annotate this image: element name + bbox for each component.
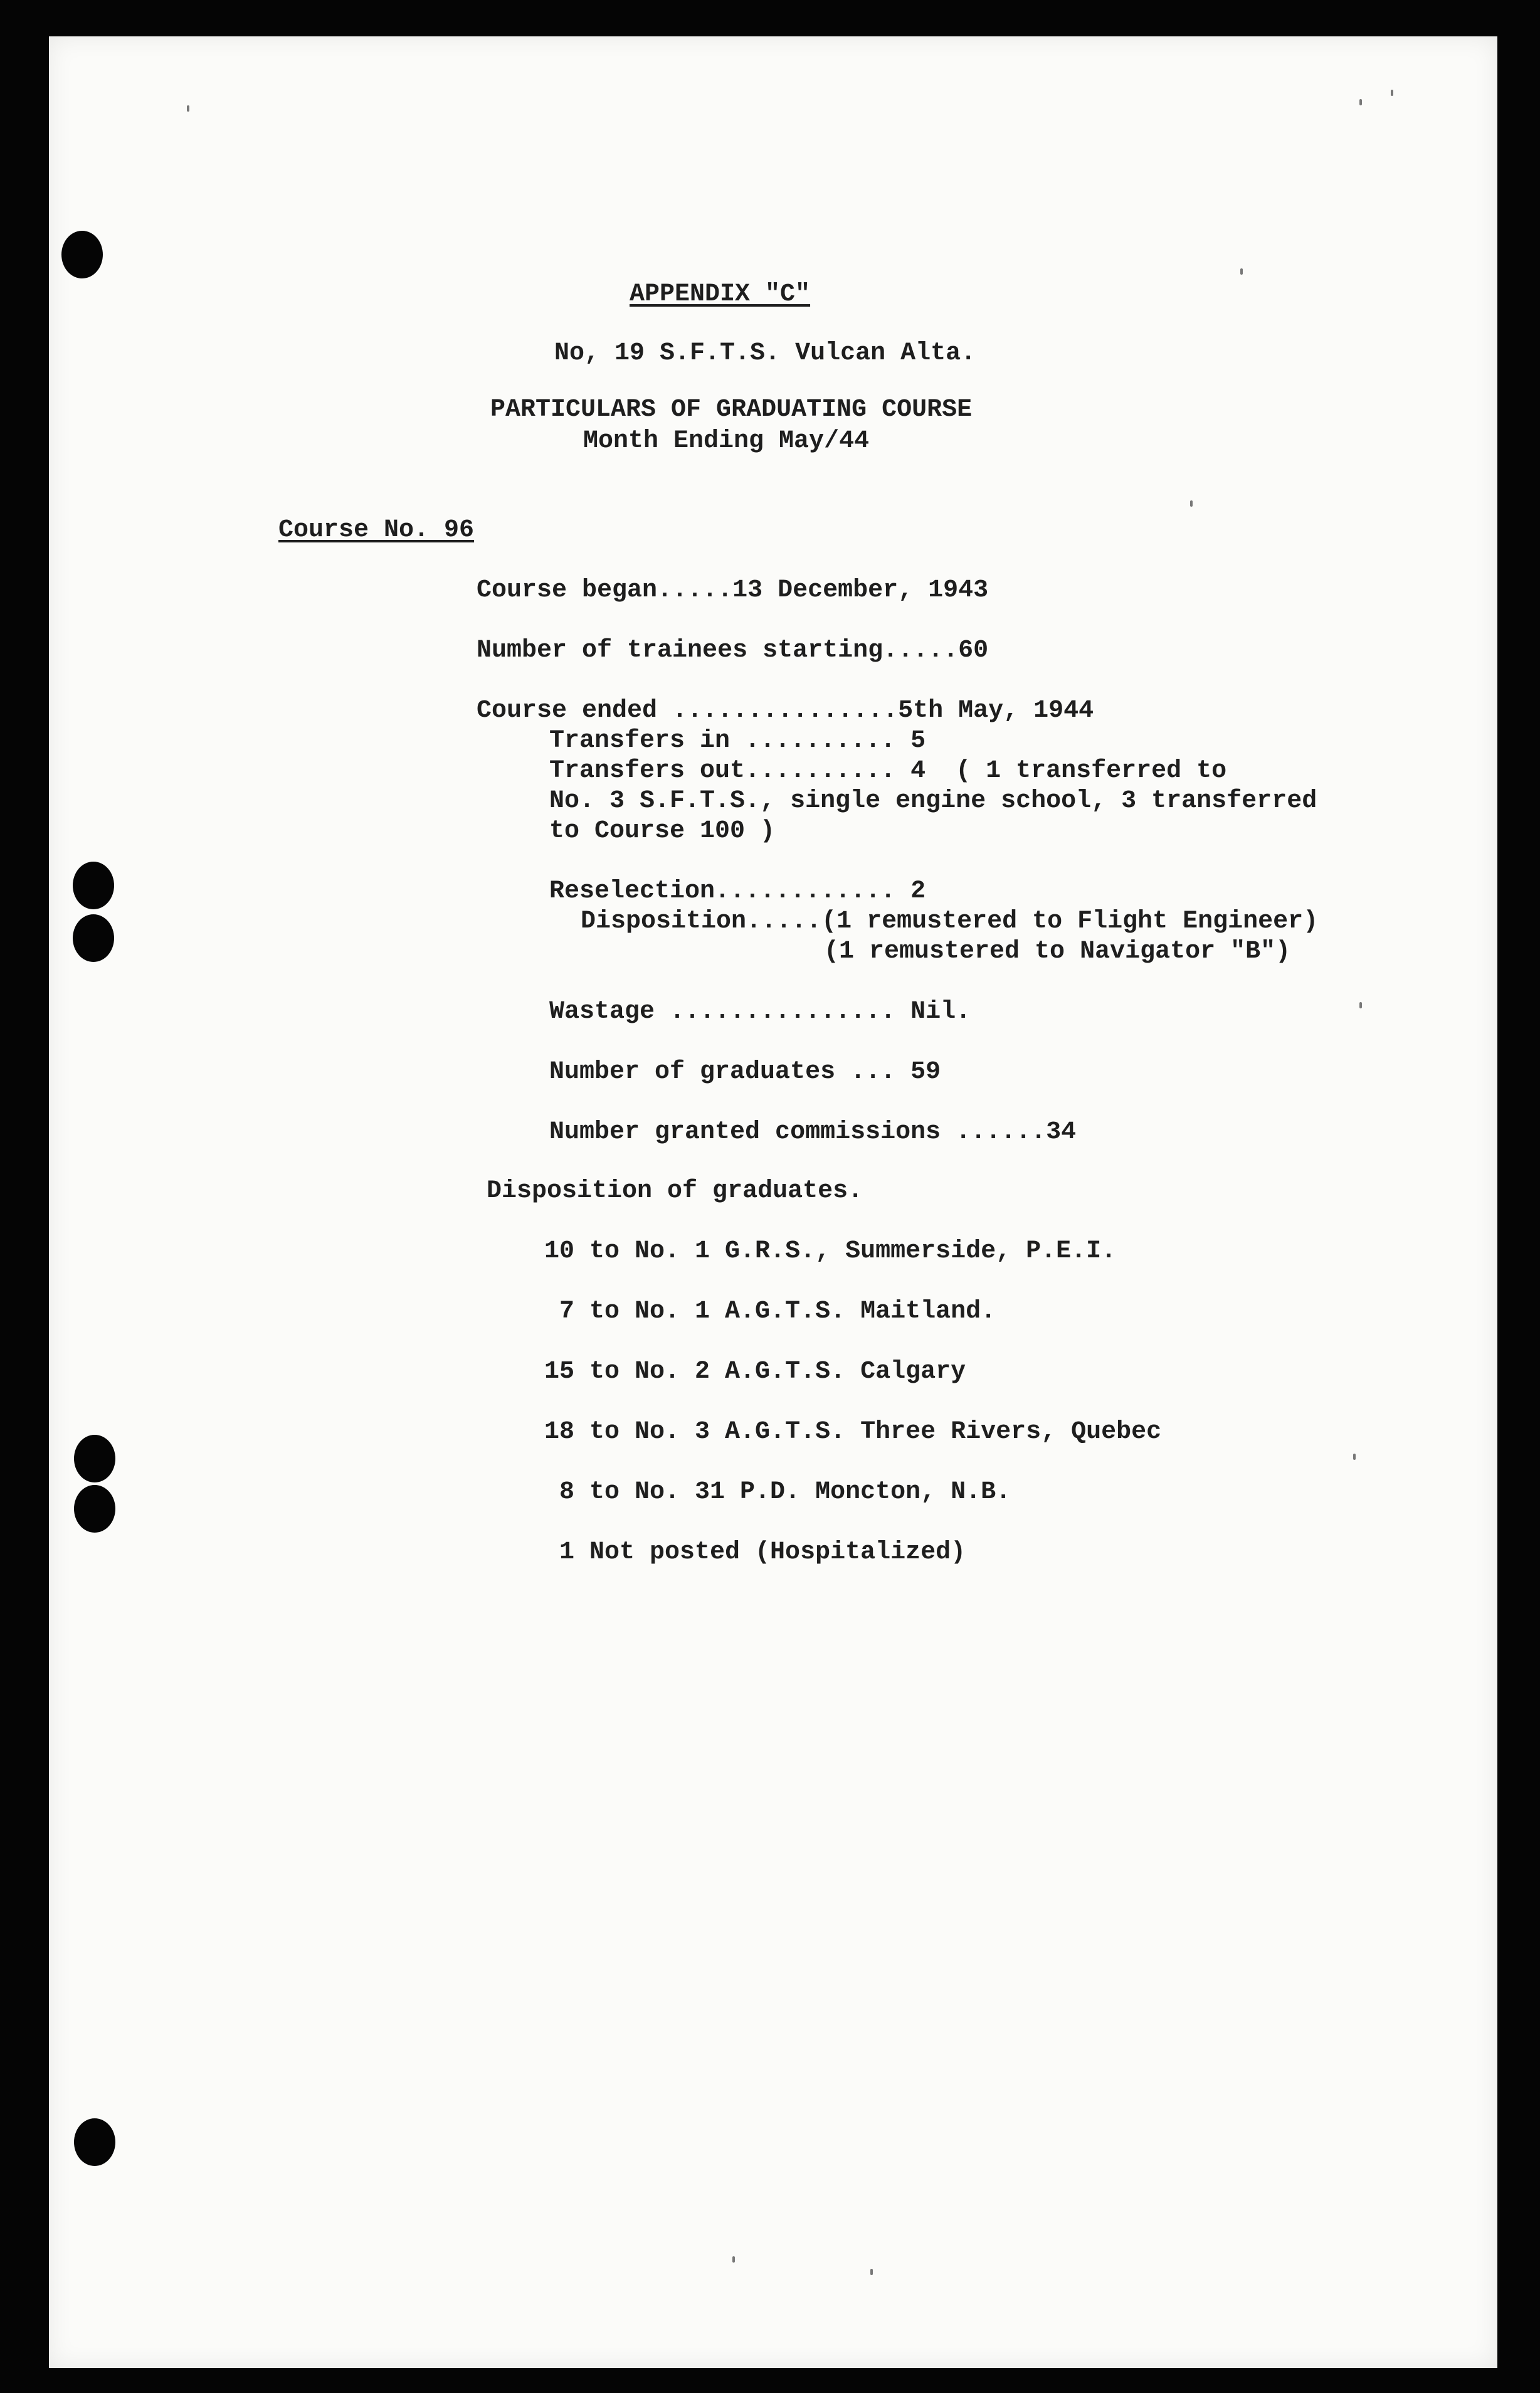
dust-speck [1190,500,1193,507]
course-ended: Course ended ...............5th May, 1944 [477,697,1094,725]
punch-hole [74,1485,115,1533]
dust-speck [187,105,189,112]
unit-line: No, 19 S.F.T.S. Vulcan Alta. [554,339,976,367]
disposition-item: 1 Not posted (Hospitalized) [559,1538,966,1566]
appendix-title: APPENDIX "C" [630,280,811,309]
reselection: Reselection............ 2 [549,877,926,906]
commissions-granted: Number granted commissions ......34 [549,1118,1077,1146]
dust-speck [1359,1002,1362,1008]
disposition-item: 8 to No. 31 P.D. Moncton, N.B. [559,1478,1011,1506]
transfers-out-detail: to Course 100 ) [549,817,776,845]
disposition-item: 7 to No. 1 A.G.T.S. Maitland. [559,1297,996,1326]
course-heading: Course No. 96 [278,516,475,544]
reselection-disposition: (1 remustered to Navigator "B") [824,938,1291,966]
document-page [49,36,1497,2368]
dust-speck [1391,90,1393,96]
particulars-heading: PARTICULARS OF GRADUATING COURSE [490,396,973,424]
transfers-out: Transfers out.......... 4 ( 1 transferred to [549,757,1227,785]
punch-hole [74,1435,115,1482]
punch-hole [73,862,114,909]
punch-hole [74,2118,115,2166]
wastage: Wastage ............... Nil. [549,998,971,1026]
trainees-starting: Number of trainees starting.....60 [477,637,989,665]
course-began: Course began.....13 December, 1943 [477,576,989,605]
dust-speck [1359,99,1362,105]
transfers-in: Transfers in .......... 5 [549,727,926,755]
disposition-heading: Disposition of graduates. [487,1177,863,1205]
dust-speck [1240,268,1243,275]
disposition-item: 18 to No. 3 A.G.T.S. Three Rivers, Quebec [544,1418,1162,1446]
disposition-item: 15 to No. 2 A.G.T.S. Calgary [544,1358,966,1386]
month-ending: Month Ending May/44 [583,427,870,455]
number-of-graduates: Number of graduates ... 59 [549,1058,941,1086]
reselection-disposition: Disposition.....(1 remustered to Flight Engineer) [581,907,1319,936]
dust-speck [870,2269,873,2275]
dust-speck [1353,1454,1356,1460]
transfers-out-detail: No. 3 S.F.T.S., single engine school, 3 transferred [549,787,1317,815]
dust-speck [732,2256,735,2263]
punch-hole [61,231,103,278]
disposition-item: 10 to No. 1 G.R.S., Summerside, P.E.I. [544,1237,1117,1265]
punch-hole [73,914,114,962]
